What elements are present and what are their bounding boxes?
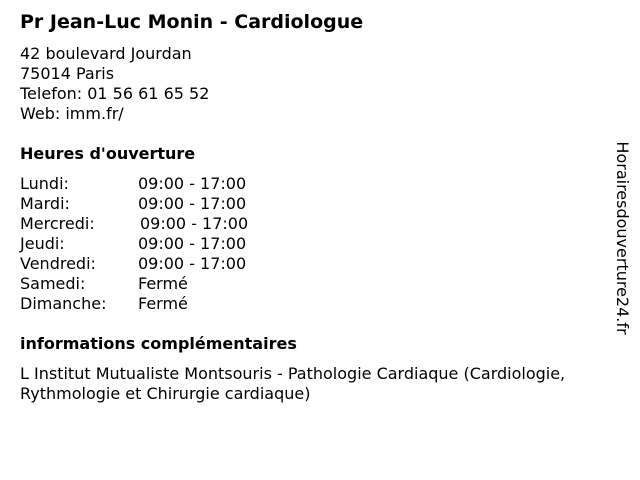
day-label: Jeudi:: [20, 234, 65, 253]
watermark-text: Horairesdouverture24.fr: [613, 141, 632, 335]
day-label: Dimanche:: [20, 294, 107, 313]
day-label: Lundi:: [20, 174, 69, 193]
day-label: Mardi:: [20, 194, 70, 213]
info-heading: informations complémentaires: [20, 334, 297, 353]
info-text: L Institut Mutualiste Montsouris - Pathologie Cardiaque (Cardiologie, Rythmologie et Chirurgie cardiaque): [20, 364, 566, 403]
address-city: 75014 Paris: [20, 64, 115, 83]
hours-value: 09:00 - 17:00: [140, 214, 249, 233]
phone-number[interactable]: Telefon: 01 56 61 65 52: [20, 84, 210, 103]
hours-value: 09:00 - 17:00: [138, 174, 247, 193]
page-title: Pr Jean-Luc Monin - Cardiologue: [20, 11, 364, 33]
hours-value: Fermé: [138, 274, 188, 293]
hours-heading: Heures d'ouverture: [20, 144, 196, 163]
day-label: Mercredi:: [20, 214, 95, 233]
address-street: 42 boulevard Jourdan: [20, 44, 192, 63]
website-link[interactable]: Web: imm.fr/: [20, 104, 124, 123]
hours-value: 09:00 - 17:00: [138, 234, 247, 253]
hours-value: Fermé: [138, 294, 188, 313]
hours-value: 09:00 - 17:00: [138, 254, 247, 273]
hours-value: 09:00 - 17:00: [138, 194, 247, 213]
day-label: Samedi:: [20, 274, 86, 293]
day-label: Vendredi:: [20, 254, 96, 273]
